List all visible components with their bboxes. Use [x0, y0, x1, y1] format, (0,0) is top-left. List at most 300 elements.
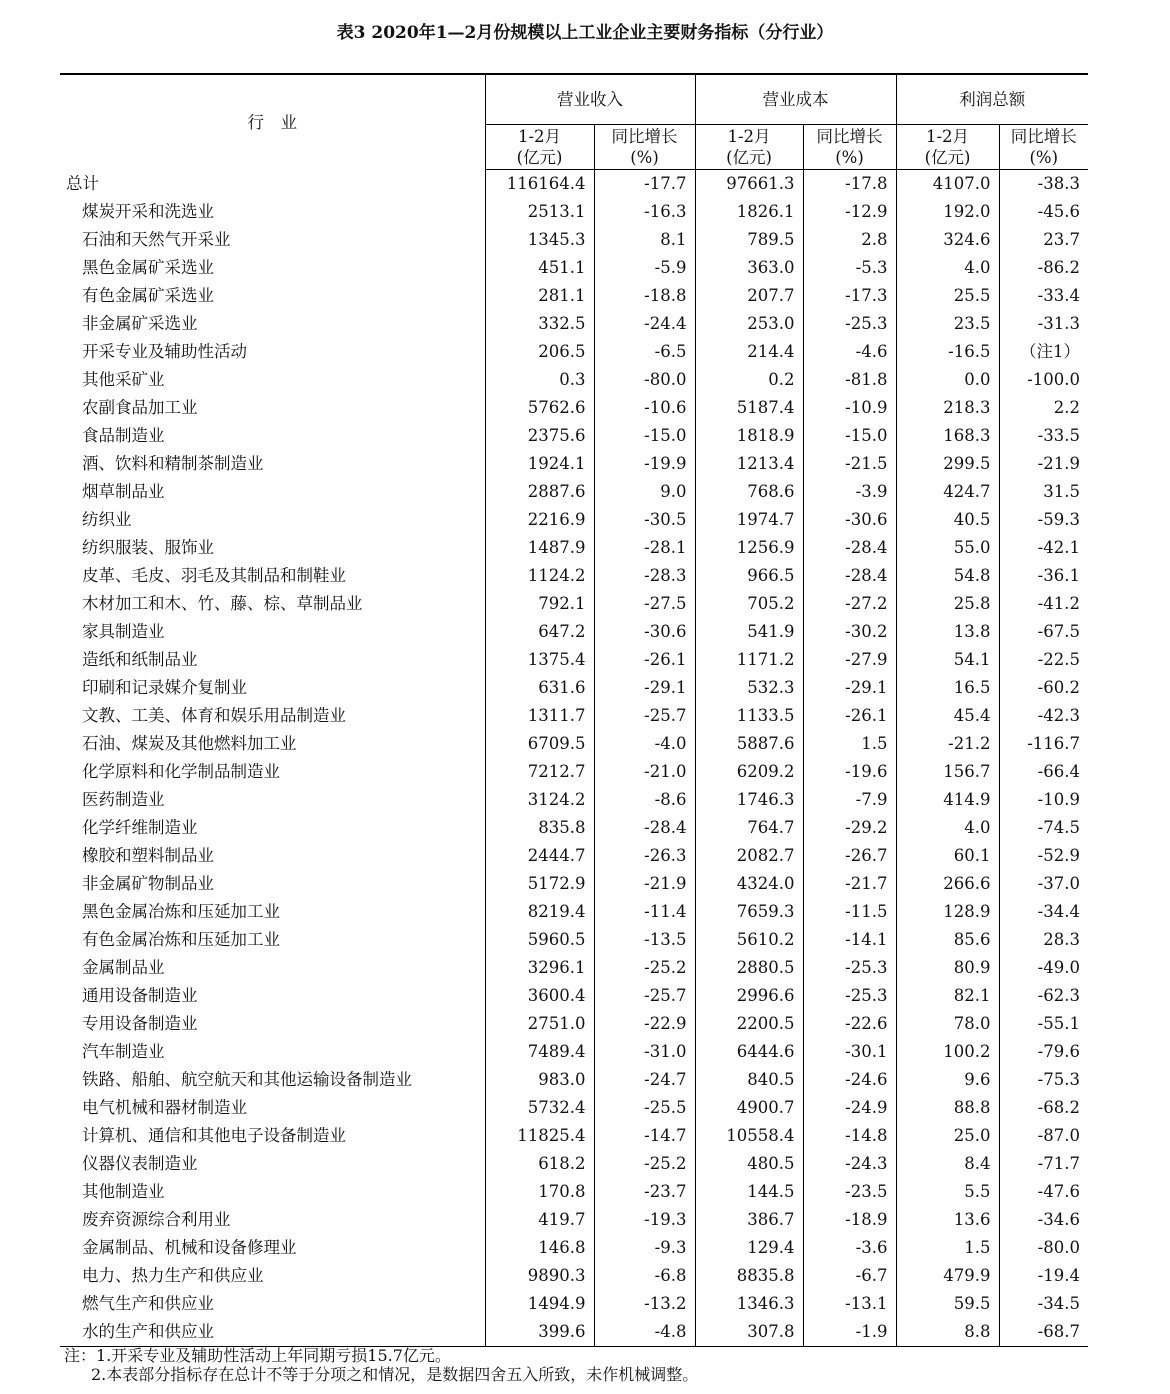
table-row — [60, 674, 1088, 702]
profit-value: 13.8 — [896, 618, 999, 646]
cost-value: 1171.2 — [695, 646, 803, 674]
revenue-value: 7489.4 — [485, 1038, 594, 1066]
profit-value: 25.5 — [896, 282, 999, 310]
industry-name: 非金属矿采选业 — [82, 314, 198, 333]
profit-value: 55.0 — [896, 534, 999, 562]
cost-growth: -28.4 — [803, 562, 896, 590]
revenue-growth: -31.0 — [594, 1038, 695, 1066]
profit-value: 4.0 — [896, 254, 999, 282]
revenue-growth: -80.0 — [594, 366, 695, 394]
cost-value: 1256.9 — [695, 534, 803, 562]
cost-value: 97661.3 — [695, 170, 803, 199]
industry-name: 电气机械和器材制造业 — [82, 1098, 247, 1117]
cost-growth: 1.5 — [803, 730, 896, 758]
cost-growth: -18.9 — [803, 1206, 896, 1234]
table-row — [60, 954, 1088, 982]
revenue-growth: -30.6 — [594, 618, 695, 646]
table-row — [60, 1178, 1088, 1206]
cost-growth: -17.8 — [803, 170, 896, 199]
table-row — [60, 534, 1088, 562]
cost-value: 532.3 — [695, 674, 803, 702]
industry-name: 燃气生产和供应业 — [82, 1294, 214, 1313]
table-row — [60, 506, 1088, 534]
profit-value: 424.7 — [896, 478, 999, 506]
revenue-growth: -23.7 — [594, 1178, 695, 1206]
header-revenue-period: 1-2月 (亿元) — [485, 125, 594, 170]
cost-value: 386.7 — [695, 1206, 803, 1234]
revenue-value: 5762.6 — [485, 394, 594, 422]
revenue-value: 281.1 — [485, 282, 594, 310]
revenue-growth: -24.4 — [594, 310, 695, 338]
revenue-growth: -28.3 — [594, 562, 695, 590]
industry-name: 化学纤维制造业 — [82, 818, 198, 837]
revenue-value: 332.5 — [485, 310, 594, 338]
profit-value: -16.5 — [896, 338, 999, 366]
profit-value: 60.1 — [896, 842, 999, 870]
cost-value: 705.2 — [695, 590, 803, 618]
revenue-value: 451.1 — [485, 254, 594, 282]
profit-growth: -80.0 — [999, 1234, 1088, 1262]
profit-growth: -100.0 — [999, 366, 1088, 394]
revenue-value: 5732.4 — [485, 1094, 594, 1122]
revenue-growth: -26.3 — [594, 842, 695, 870]
cost-value: 8835.8 — [695, 1262, 803, 1290]
profit-growth: -62.3 — [999, 982, 1088, 1010]
table-row — [60, 926, 1088, 954]
table-row — [60, 1318, 1088, 1347]
revenue-growth: -27.5 — [594, 590, 695, 618]
profit-value: 23.5 — [896, 310, 999, 338]
revenue-value: 2751.0 — [485, 1010, 594, 1038]
cost-value: 2996.6 — [695, 982, 803, 1010]
profit-value: 82.1 — [896, 982, 999, 1010]
cost-value: 1346.3 — [695, 1290, 803, 1318]
profit-value: 45.4 — [896, 702, 999, 730]
revenue-value: 647.2 — [485, 618, 594, 646]
table-row — [60, 310, 1088, 338]
cost-growth: -3.9 — [803, 478, 896, 506]
table-row — [60, 758, 1088, 786]
profit-growth: 23.7 — [999, 226, 1088, 254]
revenue-growth: -28.4 — [594, 814, 695, 842]
profit-value: 25.0 — [896, 1122, 999, 1150]
revenue-value: 3124.2 — [485, 786, 594, 814]
industry-name: 印刷和记录媒介复制业 — [82, 678, 247, 697]
revenue-value: 2216.9 — [485, 506, 594, 534]
revenue-value: 1124.2 — [485, 562, 594, 590]
cost-growth: -7.9 — [803, 786, 896, 814]
profit-growth: -33.5 — [999, 422, 1088, 450]
table-row — [60, 982, 1088, 1010]
revenue-value: 631.6 — [485, 674, 594, 702]
profit-growth: -47.6 — [999, 1178, 1088, 1206]
revenue-growth: 8.1 — [594, 226, 695, 254]
cost-growth: -28.4 — [803, 534, 896, 562]
profit-value: 88.8 — [896, 1094, 999, 1122]
cost-growth: -25.3 — [803, 954, 896, 982]
header-profit-period: 1-2月 (亿元) — [896, 125, 999, 170]
industry-name: 纺织业 — [82, 510, 132, 529]
revenue-value: 2444.7 — [485, 842, 594, 870]
table-row — [60, 422, 1088, 450]
profit-growth: -71.7 — [999, 1150, 1088, 1178]
table-row — [60, 1122, 1088, 1150]
revenue-value: 1375.4 — [485, 646, 594, 674]
profit-growth: -34.4 — [999, 898, 1088, 926]
cost-value: 7659.3 — [695, 898, 803, 926]
revenue-growth: -8.6 — [594, 786, 695, 814]
table-row — [60, 1094, 1088, 1122]
industry-name: 其他采矿业 — [82, 370, 165, 389]
revenue-value: 116164.4 — [485, 170, 594, 199]
revenue-growth: -21.0 — [594, 758, 695, 786]
profit-value: 266.6 — [896, 870, 999, 898]
profit-value: 80.9 — [896, 954, 999, 982]
cost-value: 363.0 — [695, 254, 803, 282]
industry-name: 汽车制造业 — [82, 1042, 165, 1061]
revenue-value: 1345.3 — [485, 226, 594, 254]
revenue-value: 2375.6 — [485, 422, 594, 450]
profit-value: 168.3 — [896, 422, 999, 450]
profit-value: 16.5 — [896, 674, 999, 702]
industry-name: 电力、热力生产和供应业 — [82, 1266, 264, 1285]
cost-value: 6209.2 — [695, 758, 803, 786]
industry-name: 文教、工美、体育和娱乐用品制造业 — [82, 706, 346, 725]
header-revenue: 营业收入 — [485, 74, 695, 125]
industry-name: 石油、煤炭及其他燃料加工业 — [82, 734, 297, 753]
table-row — [60, 366, 1088, 394]
revenue-growth: -28.1 — [594, 534, 695, 562]
revenue-growth: -11.4 — [594, 898, 695, 926]
revenue-value: 1311.7 — [485, 702, 594, 730]
table-row — [60, 618, 1088, 646]
revenue-value: 2887.6 — [485, 478, 594, 506]
profit-growth: -19.4 — [999, 1262, 1088, 1290]
revenue-growth: -17.7 — [594, 170, 695, 199]
revenue-growth: -21.9 — [594, 870, 695, 898]
revenue-value: 5960.5 — [485, 926, 594, 954]
cost-value: 4900.7 — [695, 1094, 803, 1122]
cost-growth: -3.6 — [803, 1234, 896, 1262]
cost-growth: -14.8 — [803, 1122, 896, 1150]
table-row — [60, 394, 1088, 422]
profit-growth: -34.6 — [999, 1206, 1088, 1234]
revenue-value: 618.2 — [485, 1150, 594, 1178]
cost-growth: -19.6 — [803, 758, 896, 786]
table-row — [60, 730, 1088, 758]
profit-growth: 31.5 — [999, 478, 1088, 506]
cost-growth: -26.7 — [803, 842, 896, 870]
profit-growth: （注1） — [999, 338, 1088, 366]
profit-value: 414.9 — [896, 786, 999, 814]
industry-name: 家具制造业 — [82, 622, 165, 641]
industry-name: 有色金属冶炼和压延加工业 — [82, 930, 280, 949]
industry-name: 总计 — [66, 173, 99, 193]
header-profit-growth: 同比增长 (%) — [999, 125, 1088, 170]
cost-value: 0.2 — [695, 366, 803, 394]
profit-growth: -34.5 — [999, 1290, 1088, 1318]
table-row — [60, 198, 1088, 226]
table-row — [60, 590, 1088, 618]
financial-indicators-table — [60, 73, 1088, 1347]
table-row — [60, 786, 1088, 814]
table-row — [60, 814, 1088, 842]
table-row — [60, 226, 1088, 254]
industry-name: 通用设备制造业 — [82, 986, 198, 1005]
revenue-growth: -14.7 — [594, 1122, 695, 1150]
cost-growth: -24.9 — [803, 1094, 896, 1122]
profit-value: 78.0 — [896, 1010, 999, 1038]
cost-value: 1213.4 — [695, 450, 803, 478]
revenue-growth: -4.0 — [594, 730, 695, 758]
profit-value: 218.3 — [896, 394, 999, 422]
revenue-growth: -13.2 — [594, 1290, 695, 1318]
table-row — [60, 282, 1088, 310]
cost-growth: -22.6 — [803, 1010, 896, 1038]
profit-growth: -42.1 — [999, 534, 1088, 562]
profit-value: 54.8 — [896, 562, 999, 590]
profit-growth: -37.0 — [999, 870, 1088, 898]
cost-growth: -24.6 — [803, 1066, 896, 1094]
revenue-growth: -25.7 — [594, 982, 695, 1010]
revenue-growth: -19.9 — [594, 450, 695, 478]
industry-name: 金属制品、机械和设备修理业 — [82, 1238, 297, 1257]
cost-growth: -81.8 — [803, 366, 896, 394]
revenue-value: 0.3 — [485, 366, 594, 394]
profit-growth: -45.6 — [999, 198, 1088, 226]
industry-name: 煤炭开采和洗选业 — [82, 202, 214, 221]
industry-name: 铁路、船舶、航空航天和其他运输设备制造业 — [82, 1070, 412, 1089]
profit-growth: -68.7 — [999, 1318, 1088, 1347]
table-row — [60, 1038, 1088, 1066]
industry-name: 水的生产和供应业 — [60, 1318, 485, 1347]
header-cost-period: 1-2月 (亿元) — [695, 125, 803, 170]
revenue-value: 11825.4 — [485, 1122, 594, 1150]
revenue-value: 146.8 — [485, 1234, 594, 1262]
cost-value: 1133.5 — [695, 702, 803, 730]
cost-growth: -26.1 — [803, 702, 896, 730]
profit-value: 8.8 — [896, 1318, 999, 1347]
profit-value: 9.6 — [896, 1066, 999, 1094]
industry-name: 金属制品业 — [82, 958, 165, 977]
revenue-value: 983.0 — [485, 1066, 594, 1094]
profit-growth: -59.3 — [999, 506, 1088, 534]
revenue-growth: -15.0 — [594, 422, 695, 450]
revenue-growth: -30.5 — [594, 506, 695, 534]
profit-growth: -86.2 — [999, 254, 1088, 282]
profit-growth: -22.5 — [999, 646, 1088, 674]
table-row — [60, 1206, 1088, 1234]
revenue-value: 1494.9 — [485, 1290, 594, 1318]
industry-name: 废弃资源综合利用业 — [82, 1210, 231, 1229]
industry-name: 计算机、通信和其他电子设备制造业 — [82, 1126, 346, 1145]
revenue-value: 1487.9 — [485, 534, 594, 562]
cost-value: 768.6 — [695, 478, 803, 506]
cost-growth: -30.2 — [803, 618, 896, 646]
profit-value: 100.2 — [896, 1038, 999, 1066]
profit-growth: -67.5 — [999, 618, 1088, 646]
profit-growth: -60.2 — [999, 674, 1088, 702]
profit-value: 192.0 — [896, 198, 999, 226]
table-row — [60, 1150, 1088, 1178]
cost-value: 789.5 — [695, 226, 803, 254]
cost-growth: -15.0 — [803, 422, 896, 450]
cost-value: 5187.4 — [695, 394, 803, 422]
cost-growth: -13.1 — [803, 1290, 896, 1318]
industry-name: 纺织服装、服饰业 — [82, 538, 214, 557]
cost-value: 6444.6 — [695, 1038, 803, 1066]
table-row — [60, 562, 1088, 590]
profit-growth: -36.1 — [999, 562, 1088, 590]
header-cost-growth: 同比增长 (%) — [803, 125, 896, 170]
profit-growth: 2.2 — [999, 394, 1088, 422]
table-body — [60, 170, 1088, 1347]
profit-growth: 28.3 — [999, 926, 1088, 954]
revenue-growth: -16.3 — [594, 198, 695, 226]
revenue-value: 419.7 — [485, 1206, 594, 1234]
revenue-value: 7212.7 — [485, 758, 594, 786]
cost-growth: -6.7 — [803, 1262, 896, 1290]
revenue-growth: -25.2 — [594, 954, 695, 982]
revenue-value: 8219.4 — [485, 898, 594, 926]
profit-value: 85.6 — [896, 926, 999, 954]
profit-growth: -75.3 — [999, 1066, 1088, 1094]
industry-name: 食品制造业 — [82, 426, 165, 445]
cost-growth: -25.3 — [803, 310, 896, 338]
profit-value: 128.9 — [896, 898, 999, 926]
revenue-value: 6709.5 — [485, 730, 594, 758]
cost-growth: -14.1 — [803, 926, 896, 954]
industry-name: 农副食品加工业 — [82, 398, 198, 417]
profit-growth: -116.7 — [999, 730, 1088, 758]
profit-value: 8.4 — [896, 1150, 999, 1178]
industry-name: 有色金属矿采选业 — [82, 286, 214, 305]
profit-value: 4.0 — [896, 814, 999, 842]
cost-value: 2082.7 — [695, 842, 803, 870]
revenue-value: 5172.9 — [485, 870, 594, 898]
cost-growth: -10.9 — [803, 394, 896, 422]
profit-value: 0.0 — [896, 366, 999, 394]
industry-name: 非金属矿物制品业 — [82, 874, 214, 893]
revenue-growth: -6.8 — [594, 1262, 695, 1290]
revenue-value: 792.1 — [485, 590, 594, 618]
cost-growth: -27.9 — [803, 646, 896, 674]
cost-growth: -23.5 — [803, 1178, 896, 1206]
cost-growth: -4.6 — [803, 338, 896, 366]
cost-growth: -25.3 — [803, 982, 896, 1010]
revenue-growth: -25.7 — [594, 702, 695, 730]
cost-growth: 2.8 — [803, 226, 896, 254]
footnote-2: 2.本表部分指标存在总计不等于分项之和情况，是数据四舍五入所致，未作机械调整。 — [91, 1365, 699, 1384]
cost-growth: -30.1 — [803, 1038, 896, 1066]
profit-growth: -66.4 — [999, 758, 1088, 786]
profit-value: 1.5 — [896, 1234, 999, 1262]
profit-growth: -79.6 — [999, 1038, 1088, 1066]
cost-value: 253.0 — [695, 310, 803, 338]
profit-growth: -21.9 — [999, 450, 1088, 478]
industry-name: 皮革、毛皮、羽毛及其制品和制鞋业 — [82, 566, 346, 585]
profit-growth: -33.4 — [999, 282, 1088, 310]
industry-name: 专用设备制造业 — [82, 1014, 198, 1033]
cost-value: 5610.2 — [695, 926, 803, 954]
table-row — [60, 842, 1088, 870]
cost-value: 1826.1 — [695, 198, 803, 226]
cost-value: 2880.5 — [695, 954, 803, 982]
profit-value: 13.6 — [896, 1206, 999, 1234]
cost-value: 480.5 — [695, 1150, 803, 1178]
cost-value: 1818.9 — [695, 422, 803, 450]
revenue-value: 206.5 — [485, 338, 594, 366]
cost-value: 129.4 — [695, 1234, 803, 1262]
profit-growth: -31.3 — [999, 310, 1088, 338]
revenue-growth: -9.3 — [594, 1234, 695, 1262]
header-profit: 利润总额 — [896, 74, 1088, 125]
revenue-growth: -4.8 — [594, 1318, 695, 1347]
cost-growth: -1.9 — [803, 1318, 896, 1347]
cost-value: 5887.6 — [695, 730, 803, 758]
profit-value: 59.5 — [896, 1290, 999, 1318]
profit-growth: -49.0 — [999, 954, 1088, 982]
revenue-value: 3296.1 — [485, 954, 594, 982]
profit-value: 5.5 — [896, 1178, 999, 1206]
revenue-growth: -25.5 — [594, 1094, 695, 1122]
industry-name: 橡胶和塑料制品业 — [82, 846, 214, 865]
revenue-growth: -22.9 — [594, 1010, 695, 1038]
profit-value: 54.1 — [896, 646, 999, 674]
cost-value: 207.7 — [695, 282, 803, 310]
revenue-growth: -19.3 — [594, 1206, 695, 1234]
industry-name: 医药制造业 — [82, 790, 165, 809]
revenue-value: 9890.3 — [485, 1262, 594, 1290]
table-row — [60, 702, 1088, 730]
cost-value: 144.5 — [695, 1178, 803, 1206]
industry-name: 化学原料和化学制品制造业 — [82, 762, 280, 781]
industry-name: 石油和天然气开采业 — [82, 230, 231, 249]
profit-value: 40.5 — [896, 506, 999, 534]
cost-growth: -29.2 — [803, 814, 896, 842]
table-row — [60, 478, 1088, 506]
profit-growth: -38.3 — [999, 170, 1088, 199]
profit-growth: -87.0 — [999, 1122, 1088, 1150]
cost-value: 764.7 — [695, 814, 803, 842]
cost-growth: -17.3 — [803, 282, 896, 310]
industry-name: 烟草制品业 — [82, 482, 165, 501]
cost-growth: -12.9 — [803, 198, 896, 226]
cost-value: 2200.5 — [695, 1010, 803, 1038]
revenue-value: 1924.1 — [485, 450, 594, 478]
revenue-value: 3600.4 — [485, 982, 594, 1010]
revenue-growth: -13.5 — [594, 926, 695, 954]
cost-value: 1974.7 — [695, 506, 803, 534]
revenue-growth: -26.1 — [594, 646, 695, 674]
profit-value: 299.5 — [896, 450, 999, 478]
revenue-growth: -6.5 — [594, 338, 695, 366]
header-cost: 营业成本 — [695, 74, 896, 125]
cost-value: 966.5 — [695, 562, 803, 590]
table-row — [60, 898, 1088, 926]
profit-growth: -74.5 — [999, 814, 1088, 842]
table-row — [60, 646, 1088, 674]
cost-growth: -21.5 — [803, 450, 896, 478]
cost-value: 541.9 — [695, 618, 803, 646]
cost-growth: -5.3 — [803, 254, 896, 282]
profit-growth: -10.9 — [999, 786, 1088, 814]
industry-name: 酒、饮料和精制茶制造业 — [82, 454, 264, 473]
cost-growth: -27.2 — [803, 590, 896, 618]
cost-growth: -11.5 — [803, 898, 896, 926]
cost-growth: -24.3 — [803, 1150, 896, 1178]
footnote-1: 注：1.开采专业及辅助性活动上年同期亏损15.7亿元。 — [64, 1346, 451, 1365]
